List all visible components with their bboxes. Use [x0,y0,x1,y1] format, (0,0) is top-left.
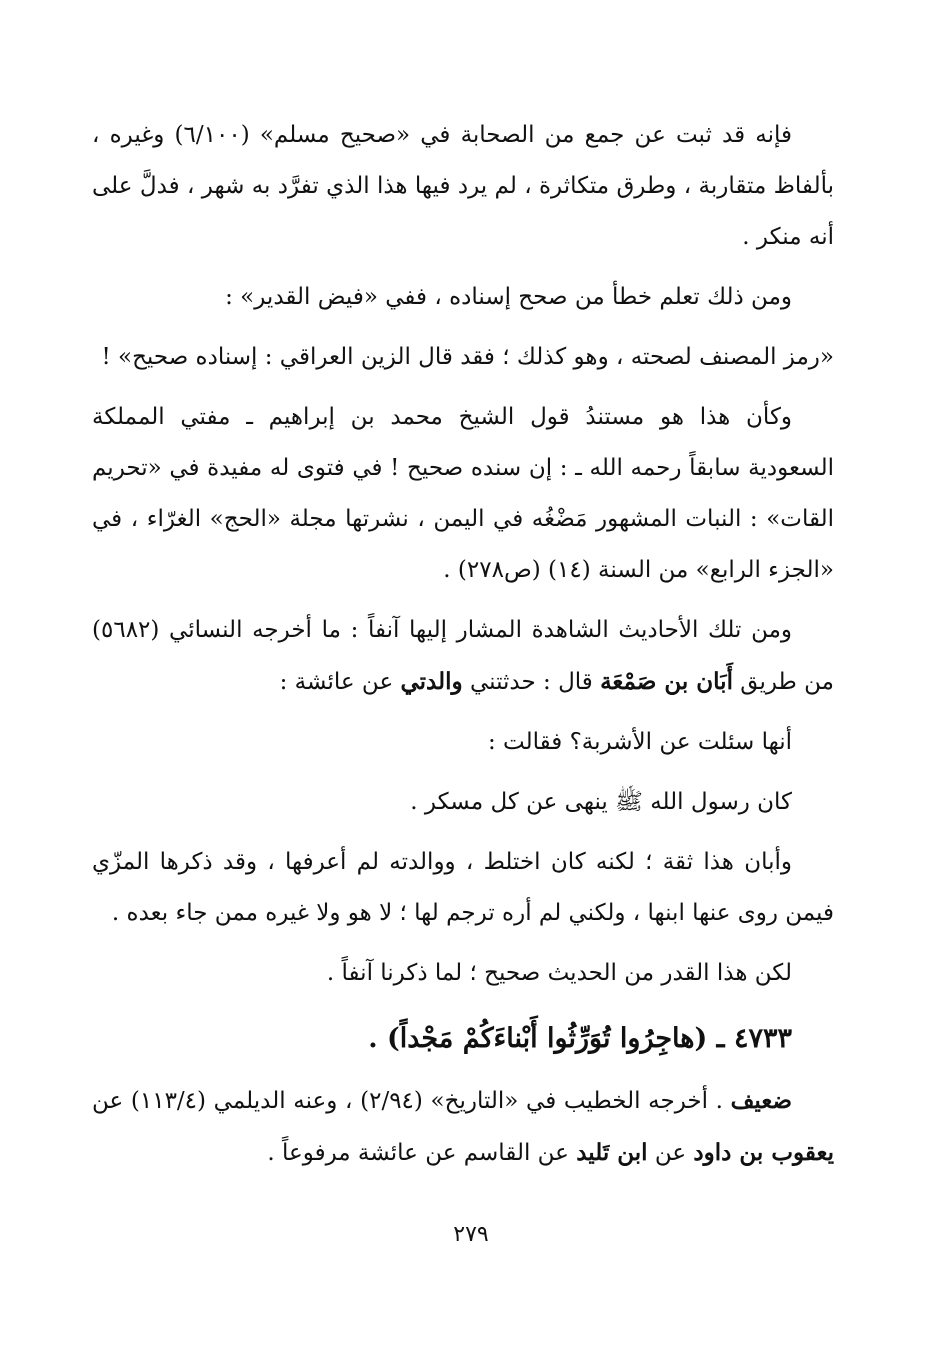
paragraph-9: لكن هذا القدر من الحديث صحيح ؛ لما ذكرنا آنفاً . [326,960,792,986]
paragraph-4: وكأن هذا هو مستندُ قول الشيخ محمد بن إبراهيم ـ مفتي المملكة السعودية سابقاً رحمه الله ـ : إن سنده صحيح ! في فتوى له مفيدة في «تحريم القات» : النبات المشهور مَضْغُه في اليمن ، نشرتها مجلة «الحج» الغرّاء ، في «الجزء الرابع» من السنة (١٤) (ص٢٧٨) . [92,404,834,583]
p10-end: عن القاسم عن عائشة مرفوعاً . [267,1140,577,1166]
paragraph-2: ومن ذلك تعلم خطأ من صحح إسناده ، ففي «فيض القدير» : [225,284,792,310]
hadith-answer: كان رسول الله ﷺ ينهى عن كل مسكر . [410,789,792,815]
page-body [92,110,834,1301]
narrator-mother: والدتي [400,668,463,695]
paragraph-1: فإنه قد ثبت عن جمع من الصحابة في «صحيح مسلم» (٦/١٠٠) وغيره ، بألفاظ متقاربة ، وطرق متكاثرة ، لم يرد فيها هذا الذي تفرَّد به شهر ، فدلَّ على أنه منكر . [92,122,834,250]
narrator-yaqub: يعقوب بن داود [693,1139,834,1166]
p5-mid: قال : حدثتني [462,669,601,695]
p10-mid: عن [647,1140,694,1166]
quote-faid-alqadir: «رمز المصنف لصحته ، وهو كذلك ؛ فقد قال الزين العراقي : إسناده صحيح» ! [101,344,834,370]
p10-text: . أخرجه الخطيب في «التاريخ» (٢/٩٤) ، وعنه الديلمي (١١٣/٤) عن [92,1088,731,1114]
narrator-ibn-talid: ابن تَليد [576,1139,648,1166]
hadith-heading-4733: ٤٧٣٣ ـ (هاجِرُوا تُوَرِّثُوا أَبْناءَكُمْ مَجْداً) . [368,1023,792,1054]
narrator-aban: أَبَان بن صَمْعَة [600,668,733,695]
hadith-question: أنها سئلت عن الأشربة؟ فقالت : [488,729,792,755]
paragraph-5 [92,605,834,708]
paragraph-8: وأبان هذا ثقة ؛ لكنه كان اختلط ، ووالدته لم أعرفها ، وقد ذكرها المزّي فيمن روى عنها ابنها ، ولكني لم أره ترجم لها ؛ لا هو ولا غيره ممن جاء بعده . [92,849,834,926]
p5-intro: ومن تلك الأحاديث الشاهدة المشار إليها آنفاً : ما أخرجه النسائي (٥٦٨٢) من طريق [92,617,834,695]
grade-label: ضعيف [730,1087,792,1114]
page-number: ٢٧٩ [453,1222,489,1247]
p5-end: عن عائشة : [279,669,401,695]
paragraph-10 [92,1075,834,1179]
